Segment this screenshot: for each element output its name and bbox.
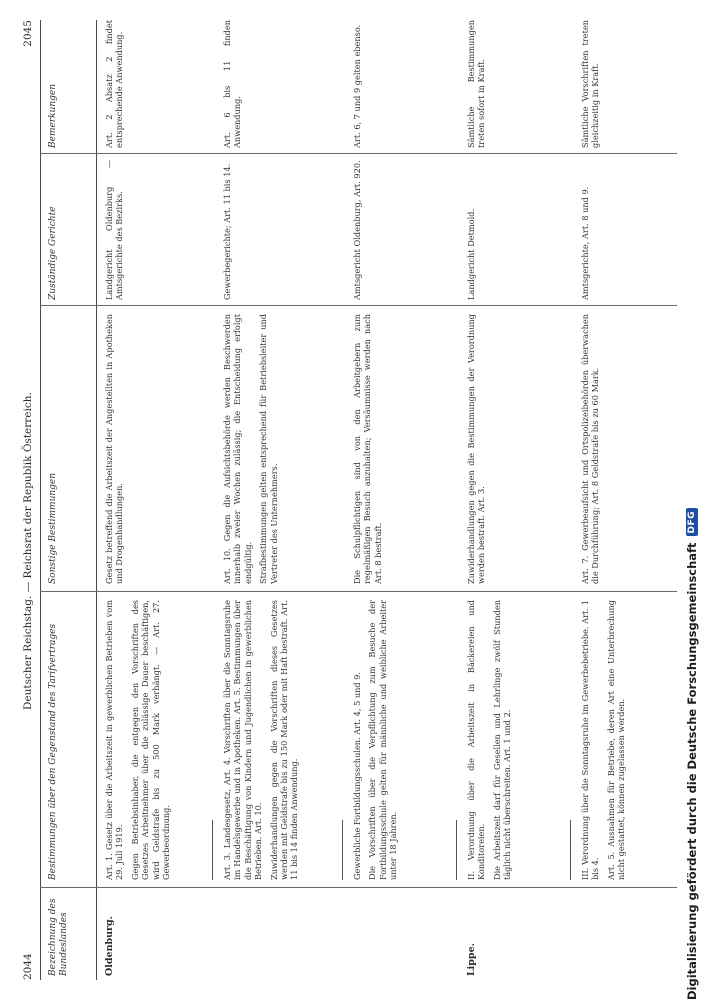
provision-text: Die Arbeitszeit darf für Gesellen und Lehrlinge zwölf Stunden täglich nicht überschreiten. Art. 1 und 2. [491, 600, 513, 880]
provisions-cell [466, 600, 562, 880]
provisions-cell [580, 600, 676, 880]
provision-text: Art. 1. Gesetz über die Arbeitszeit in gewerblichen Betrieben vom 29. Juli 1919. [104, 600, 125, 880]
penalty-text: Die Schulpflichtigen sind von den Arbeitgebern zum regelmäßigen Besuch anzuhalten; Versäumnisse werden nach Art. 8 bestraft. [352, 314, 383, 584]
provision-text: Art. 3. Landesgesetz, Art. 4. Vorschriften über die Sonntagsruhe im Handelsgewerbe und in Apotheken. Art. 5. Bestimmungen über die Beschäftigung von Kindern und Jugendlichen in gewerblichen Betrieben. Art. 10. [222, 600, 264, 880]
remarks-cell: Art. 2 Absatz 2 findet entsprechende Anwendung. [104, 20, 125, 148]
column-header-provisions: Bestimmungen über den Gegenstand des Tarifvertrages [48, 623, 58, 880]
penalties-cell [580, 314, 676, 584]
penalty-text: Gesetz betreffend die Arbeitszeit der Angestellten in Apotheken und Drogenhandlungen. [104, 314, 125, 584]
digitization-notice-text: Digitalisierung gefördert durch die Deutsche Forschungsgemeinschaft [685, 542, 699, 1000]
remarks-cell: Sämtliche Vorschriften treten gleichzeitig in Kraft. [580, 20, 601, 148]
provision-text: Die Vorschriften über die Verpflichtung zum Besuche der Fortbildungsschule gelten für männliche und weibliche Arbeiter unter 18 Jahren. [367, 600, 399, 880]
separator-dash [570, 820, 571, 880]
penalties-cell [222, 314, 334, 584]
provisions-cell [352, 600, 448, 880]
top-rule [40, 20, 41, 980]
column-header-remarks: Bemerkungen [48, 83, 58, 148]
court-cell: Landgericht Oldenburg — Amtsgerichte des Bezirks. [104, 160, 125, 300]
penalty-text: Strafbestimmungen gelten entsprechend für Betriebsleiter und Vertreter des Unternehmers. [258, 314, 279, 584]
court-cell: Amtsgericht Oldenburg, Art. 920. [352, 160, 362, 300]
provision-text: III. Verordnung über die Sonntagsruhe im Gewerbebetriebe. Art. 1 bis 4. [580, 600, 601, 880]
page-number-left: 2044 [22, 953, 34, 980]
row-label: Lippe. [466, 943, 477, 976]
provision-text: Zuwiderhandlungen gegen die Vorschriften dieses Gesetzes werden mit Geldstrafe bis zu 150 Mark oder mit Haft bestraft. Art. 11 bis 14 finden Anwendung. [268, 600, 300, 880]
row-label: Oldenburg. [104, 916, 115, 976]
running-title: Deutscher Reichstag. — Reichsrat der Republik Österreich. [22, 392, 34, 710]
column-divider [40, 305, 677, 306]
court-cell: Gewerbegerichte; Art. 11 bis 14. [222, 163, 232, 300]
court-cell: Landgericht Detmold. [466, 208, 476, 300]
header-rule [96, 20, 97, 980]
separator-dash [212, 820, 213, 880]
provision-text: II. Verordnung über die Arbeitszeit in Bäckereien und Konditoreien. [466, 600, 487, 880]
penalties-cell [466, 314, 562, 584]
remarks-cell: Art. 6 bis 11 finden Anwendung. [222, 20, 243, 148]
penalty-text: Zuwiderhandlungen gegen die Bestimmungen der Verordnung werden bestraft. Art. 3. [466, 314, 487, 584]
dfg-logo: DFG [686, 508, 698, 537]
separator-dash [456, 820, 457, 880]
penalties-cell [104, 314, 204, 584]
provisions-cell [104, 600, 204, 880]
column-divider [40, 591, 677, 592]
penalty-text: Art. 10. Gegen die Aufsichtsbehörde werden Beschwerden innerhalb zweier Wochen zulässig; die Entscheidung erfolgt endgültig. [222, 314, 253, 584]
provision-text: Art. 5. Ausnahmen für Betriebe, deren Art eine Unterbrechung nicht gestattet, können zugelassen werden. [605, 600, 627, 880]
column-header-court: Zuständige Gerichte [48, 206, 58, 300]
column-header-penalties: Sonstige Bestimmungen [48, 472, 58, 584]
column-divider [40, 887, 677, 888]
penalties-cell [352, 314, 448, 584]
provisions-cell [222, 600, 334, 880]
remarks-cell: Sämtliche Bestimmungen treten sofort in Kraft. [466, 20, 487, 148]
column-divider [40, 153, 677, 154]
penalty-text: Art. 7. Gewerbeaufsicht und Ortspolizeibehörden überwachen die Durchführung; Art. 8 Geldstrafe bis zu 60 Mark. [580, 314, 601, 584]
court-cell: Amtsgerichte, Art. 8 und 9. [580, 186, 590, 300]
page-number-right: 2045 [22, 20, 34, 47]
provision-text: Gegen Betriebsinhaber, die entgegen den Vorschriften des Gesetzes Arbeitnehmer über die zulässige Dauer beschäftigen, wird Geldstrafe bis zu 500 Mark verhängt. — Art. 27. Gewerbeordnung. [129, 600, 172, 880]
provision-text: Gewerbliche Fortbildungsschulen. Art. 4, 5 und 9. [352, 671, 362, 880]
remarks-cell: Art. 6, 7 und 9 gelten ebenso. [352, 24, 362, 148]
column-header-region: Bezeichnung des Bundeslandes [48, 898, 69, 976]
separator-dash [342, 820, 343, 880]
